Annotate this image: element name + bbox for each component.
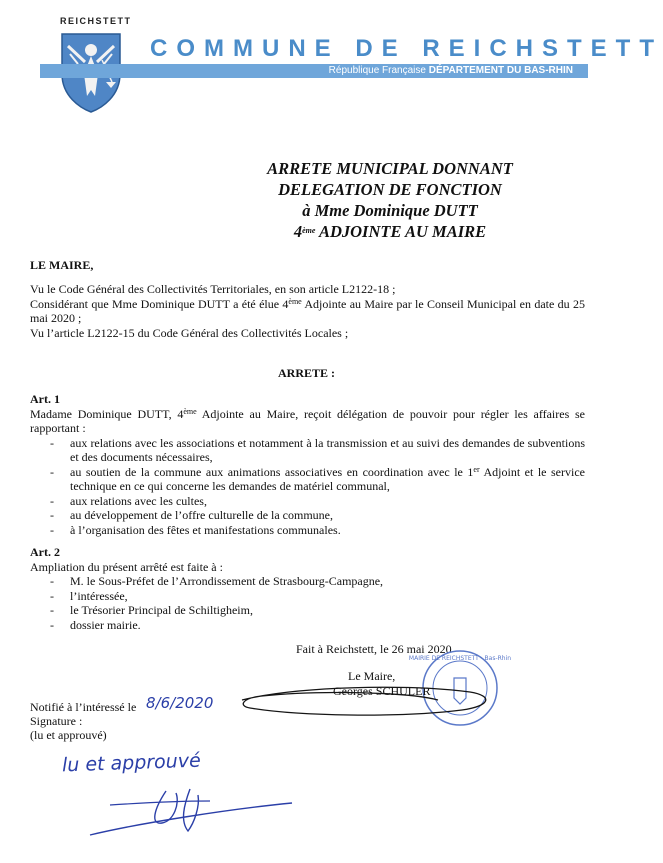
signature-label: Signature : — [30, 714, 83, 728]
list-item: - dossier mairie. — [30, 618, 585, 633]
art1-intro-a: Madame Dominique DUTT, 4 — [30, 406, 184, 421]
preamble-considerant — [30, 297, 585, 326]
title-role: ADJOINTE AU MAIRE — [315, 222, 487, 241]
art1-list — [30, 436, 585, 538]
preamble-vu-2: Vu l’article L2122-15 du Code Général des Collectivités Locales ; — [30, 325, 349, 340]
list-item: - aux relations avec les associations et notamment à la transmission et au suivi des demandes de subventions et des documents nécessaires, — [30, 436, 585, 465]
considerant-part-a: Considérant que Mme Dominique DUTT a été élue 4 — [30, 296, 289, 311]
department-label: DÉPARTEMENT DU BAS-RHIN — [428, 65, 573, 76]
recipient-signature-icon — [80, 785, 300, 845]
stamp-text: MAIRIE DE REICHSTETT · Bas-Rhin — [408, 655, 512, 662]
arrete-heading: ARRETE : — [277, 366, 335, 380]
art1-intro — [30, 407, 585, 436]
article-1 — [30, 392, 585, 537]
list-item: - aux relations avec les cultes, — [30, 494, 585, 509]
signatory-name: Georges SCHULER — [333, 684, 431, 698]
item2-b: Adjoint et le service technique en ce qui concerne les demandes de matériel communal, — [70, 464, 585, 493]
title-line-4 — [200, 221, 580, 242]
art2-list — [30, 574, 585, 632]
list-item: - à l’organisation des fêtes et manifestations communales. — [30, 523, 585, 538]
town-small-label: REICHSTETT — [60, 16, 132, 26]
list-item: - l’intéressée, — [30, 589, 585, 604]
art2-intro: Ampliation du présent arrêté est faite à : — [30, 559, 223, 574]
item2-sup: er — [473, 464, 480, 474]
title-line-2: DELEGATION DE FONCTION — [278, 180, 502, 199]
art2-heading: Art. 2 — [30, 545, 60, 559]
preamble — [30, 282, 585, 340]
le-maire-heading: LE MAIRE, — [30, 258, 94, 272]
republic-label: République Française — [328, 65, 426, 76]
considerant-part-b: Adjointe au Maire par le Conseil Municipal en date du 25 mai 2020 ; — [30, 296, 585, 325]
list-item — [30, 465, 585, 494]
item2-a: au soutien de la commune aux animations associatives en coordination avec le 1 — [70, 464, 474, 479]
signatory-role: Le Maire, — [348, 669, 396, 683]
art1-intro-sup: ème — [183, 406, 197, 416]
header-bar-text — [329, 64, 573, 78]
document-title — [200, 158, 580, 242]
lu-approuve-label: (lu et approuvé) — [30, 728, 107, 742]
title-ordinal-sup: ème — [302, 226, 316, 235]
commune-title: COMMUNE DE REICHSTETT — [150, 35, 663, 62]
title-line-1: ARRETE MUNICIPAL DONNANT — [267, 159, 513, 178]
notification-date-handwritten: 8/6/2020 — [146, 694, 214, 712]
art1-heading: Art. 1 — [30, 392, 60, 406]
title-ordinal: 4 — [293, 222, 303, 241]
notification-line: Notifié à l’intéressé le — [30, 700, 137, 714]
handwritten-approval: lu et approuvé — [61, 749, 202, 777]
art1-intro-b: Adjointe au Maire, reçoit délégation de pouvoir pour régler les affaires se rapportant : — [30, 406, 586, 435]
mayor-signature-icon — [238, 680, 498, 720]
title-line-3: à Mme Dominique DUTT — [302, 201, 478, 220]
fait-a-line: Fait à Reichstett, le 26 mai 2020 — [296, 642, 452, 656]
considerant-sup: ème — [288, 296, 302, 306]
list-item: - M. le Sous-Préfet de l’Arrondissement de Strasbourg-Campagne, — [30, 574, 585, 589]
list-item: - le Trésorier Principal de Schiltigheim, — [30, 603, 585, 618]
preamble-vu-1: Vu le Code Général des Collectivités Territoriales, en son article L2122-18 ; — [30, 282, 396, 296]
list-item: - au développement de l’offre culturelle de la commune, — [30, 508, 585, 523]
article-2 — [30, 545, 585, 632]
